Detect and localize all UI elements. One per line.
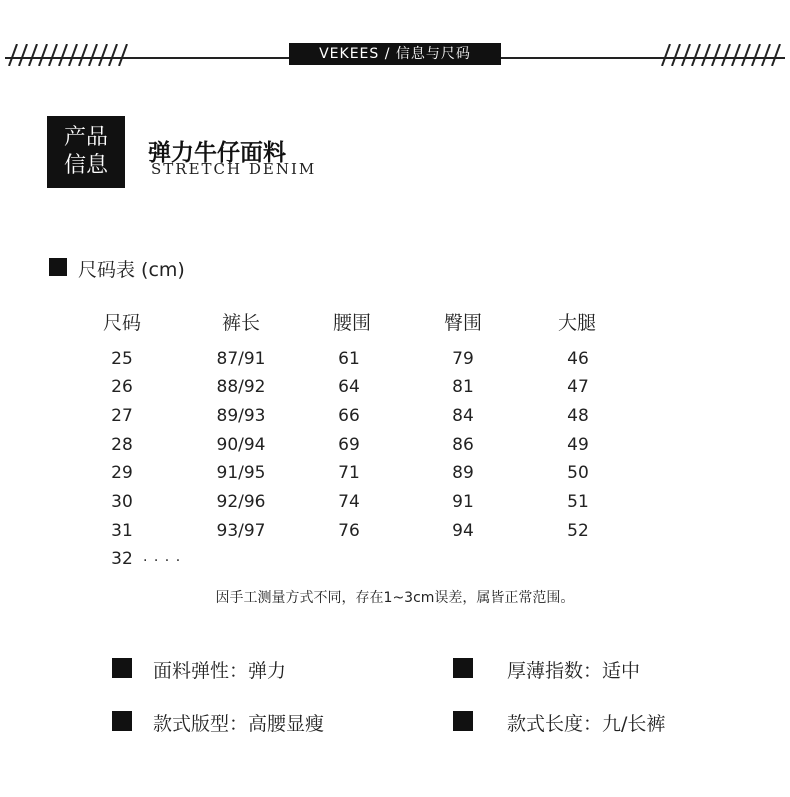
cell-waist: 74 [338,492,360,512]
spec-bullet [453,658,473,678]
spec-bullet [453,711,473,731]
spec-thickness: 厚薄指数：适中 [507,660,641,682]
cell-thigh: 47 [567,377,589,397]
cell-thigh: 48 [567,406,589,426]
cell-thigh: 50 [567,463,589,483]
cell-size: 32 [111,549,133,569]
cell-thigh: 51 [567,492,589,512]
column-header-length: 裤长 [221,312,260,334]
size-chart-bullet [49,258,67,276]
cell-hip: 89 [452,463,474,483]
spec-bullet [112,658,132,678]
size-chart-heading: 尺码表 (cm) [78,259,185,281]
column-header-waist: 腰围 [332,312,371,334]
product-info-badge [47,116,125,188]
spec-bullet [112,711,132,731]
cell-size: 31 [111,521,133,541]
cell-hip: 86 [452,435,474,455]
cell-length: 93/97 [216,521,266,541]
column-header-thigh: 大腿 [557,312,596,334]
header-hatch-right [660,44,785,66]
cell-length: 92/96 [216,492,266,512]
cell-thigh: 46 [567,349,589,369]
cell-waist: 76 [338,521,360,541]
cell-size: 26 [111,377,133,397]
cell-length: 88/92 [216,377,266,397]
spec-fit: 款式版型：高腰显瘦 [153,713,325,735]
cell-length: 87/91 [216,349,266,369]
cell-size: 27 [111,406,133,426]
column-header-hip: 臀围 [443,312,482,334]
cell-size: 28 [111,435,133,455]
cell-size: 30 [111,492,133,512]
cell-hip: 91 [452,492,474,512]
column-header-size: 尺码 [102,312,141,334]
cell-hip: 94 [452,521,474,541]
cell-waist: 66 [338,406,360,426]
product-title: 弹力牛仔面料 [148,140,286,166]
cell-length: 90/94 [216,435,266,455]
more-sizes-ellipsis: . . . . [143,549,182,565]
measurement-note: 因手工测量方式不同，存在1~3cm误差，属皆正常范围。 [215,590,575,606]
header-hatch-left [5,44,133,66]
cell-length: 91/95 [216,463,266,483]
cell-hip: 81 [452,377,474,397]
cell-waist: 61 [338,349,360,369]
badge-line-1: 产品 [63,125,108,150]
cell-hip: 79 [452,349,474,369]
cell-waist: 71 [338,463,360,483]
product-subtitle: STRETCH DENIM [151,160,317,178]
cell-length: 89/93 [216,406,266,426]
cell-size: 29 [111,463,133,483]
header-title: VEKEES / 信息与尺码 [289,43,501,65]
cell-hip: 84 [452,406,474,426]
cell-waist: 64 [338,377,360,397]
cell-waist: 69 [338,435,360,455]
cell-thigh: 49 [567,435,589,455]
spec-length: 款式长度：九/长裤 [507,713,666,735]
cell-size: 25 [111,349,133,369]
spec-elasticity: 面料弹性：弹力 [153,660,287,682]
badge-line-2: 信息 [63,153,108,178]
cell-thigh: 52 [567,521,589,541]
